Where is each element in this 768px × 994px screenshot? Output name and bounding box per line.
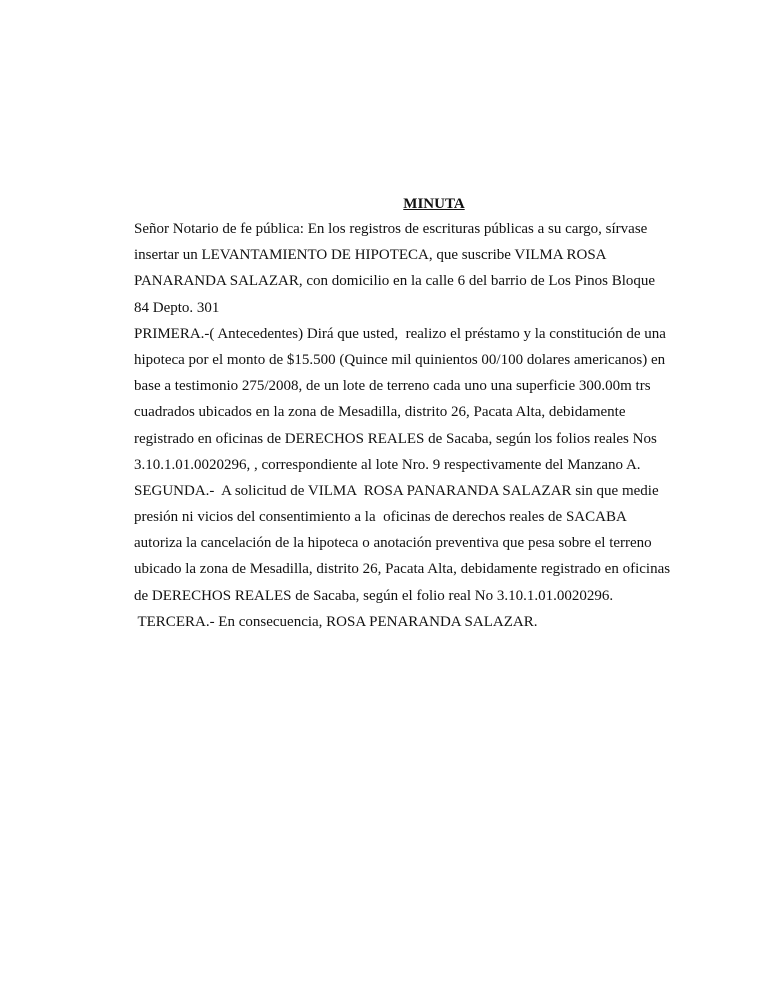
text-line: PANARANDA SALAZAR, con domicilio en la calle 6 del barrio de Los Pinos Bloque [134, 273, 656, 290]
document-title: MINUTA [403, 196, 465, 212]
text-line: 3.10.1.01.0020296, , correspondiente al lote Nro. 9 respectivamente del Manzano A. [134, 456, 641, 473]
text-line: base a testimonio 275/2008, de un lote de terreno cada uno una superficie 300.00m trs [134, 378, 651, 395]
text-line: 84 Depto. 301 [134, 299, 220, 316]
clause-tercera-line: TERCERA.- En consecuencia, ROSA PENARANDA SALAZAR. [134, 613, 538, 630]
text-line: cuadrados ubicados en la zona de Mesadilla, distrito 26, Pacata Alta, debidamente [134, 404, 626, 421]
clause-segunda-line: SEGUNDA.- A solicitud de VILMA ROSA PANARANDA SALAZAR sin que medie [134, 482, 659, 499]
text-line: registrado en oficinas de DERECHOS REALES de Sacaba, según los folios reales Nos [134, 430, 657, 447]
text-line: Señor Notario de fe pública: En los registros de escrituras públicas a su cargo, sírvase [134, 221, 648, 237]
text-line: de DERECHOS REALES de Sacaba, según el folio real No 3.10.1.01.0020296. [134, 587, 614, 604]
text-line: ubicado la zona de Mesadilla, distrito 26, Pacata Alta, debidamente registrado en oficinas [134, 561, 671, 578]
text-line: insertar un LEVANTAMIENTO DE HIPOTECA, que suscribe VILMA ROSA [134, 247, 607, 264]
text-line: hipoteca por el monto de $15.500 (Quince mil quinientos 00/100 dolares americanos) en [134, 351, 666, 368]
text-line: autoriza la cancelación de la hipoteca o anotación preventiva que pesa sobre el terreno [134, 535, 652, 552]
document-body [134, 193, 734, 635]
clause-primera-line: PRIMERA.-( Antecedentes) Dirá que usted, realizo el préstamo y la constitución de una [134, 325, 666, 342]
text-line: presión ni vicios del consentimiento a la oficinas de derechos reales de SACABA [134, 509, 627, 526]
